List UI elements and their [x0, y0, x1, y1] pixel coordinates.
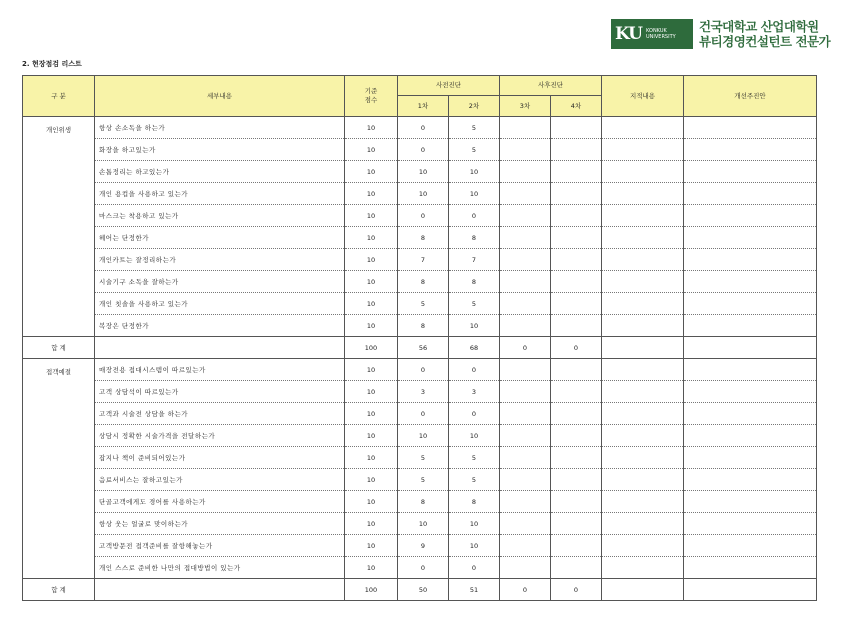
- row-round4: [551, 249, 602, 271]
- row-improvements: [684, 381, 817, 403]
- row-improvements: [684, 447, 817, 469]
- row-score: 10: [345, 381, 398, 403]
- row-round1: 10: [398, 425, 449, 447]
- row-round2: 10: [449, 183, 500, 205]
- row-findings: [602, 491, 684, 513]
- total-findings: [602, 579, 684, 601]
- row-round2: 5: [449, 447, 500, 469]
- row-round4: [551, 315, 602, 337]
- row-round1: 10: [398, 183, 449, 205]
- row-round4: [551, 381, 602, 403]
- row-round2: 10: [449, 535, 500, 557]
- logo-sub-line: UNIVERSITY: [646, 34, 676, 40]
- row-improvements: [684, 183, 817, 205]
- logo-emblem: [611, 19, 693, 49]
- row-improvements: [684, 139, 817, 161]
- col-pre-check: 사전진단: [398, 76, 500, 96]
- row-round2: 5: [449, 293, 500, 315]
- table-row: [23, 513, 817, 535]
- row-findings: [602, 161, 684, 183]
- row-item: 헤어는 단정한가: [95, 227, 345, 249]
- row-round3: [500, 249, 551, 271]
- row-round4: [551, 271, 602, 293]
- row-round2: 8: [449, 271, 500, 293]
- row-round1: 8: [398, 227, 449, 249]
- row-findings: [602, 425, 684, 447]
- logo-title-line2: 뷰티경영컨설턴트 전문가: [699, 34, 831, 49]
- table-row: [23, 271, 817, 293]
- col-detail: 세부내용: [95, 76, 345, 117]
- row-round2: 0: [449, 359, 500, 381]
- row-score: 10: [345, 315, 398, 337]
- group-customer-etiquette: [23, 359, 817, 601]
- total-improvements: [684, 337, 817, 359]
- row-findings: [602, 249, 684, 271]
- row-round3: [500, 183, 551, 205]
- table-row: [23, 381, 817, 403]
- row-round1: 0: [398, 139, 449, 161]
- total-improvements: [684, 579, 817, 601]
- row-improvements: [684, 557, 817, 579]
- row-round4: [551, 491, 602, 513]
- table-row: [23, 447, 817, 469]
- total-round2: 68: [449, 337, 500, 359]
- row-findings: [602, 381, 684, 403]
- table-row: [23, 469, 817, 491]
- row-round1: 7: [398, 249, 449, 271]
- row-findings: [602, 205, 684, 227]
- row-score: 10: [345, 249, 398, 271]
- row-findings: [602, 227, 684, 249]
- row-item: 음료서비스는 잘하고있는가: [95, 469, 345, 491]
- row-item: 화장을 하고있는가: [95, 139, 345, 161]
- total-detail: [95, 337, 345, 359]
- total-label: 합 계: [23, 337, 95, 359]
- row-item: 손톱정리는 하고있는가: [95, 161, 345, 183]
- row-round3: [500, 161, 551, 183]
- row-item: 개인카트는 잘정리하는가: [95, 249, 345, 271]
- inspection-checklist-table: [22, 75, 817, 601]
- table-row: [23, 117, 817, 139]
- row-item: 고객과 시술전 상담을 하는가: [95, 403, 345, 425]
- row-improvements: [684, 315, 817, 337]
- row-round4: [551, 557, 602, 579]
- row-round2: 5: [449, 469, 500, 491]
- row-round3: [500, 469, 551, 491]
- table-row: [23, 227, 817, 249]
- logo-sub-line: KONKUK: [646, 28, 667, 34]
- logo-subtext: [646, 28, 676, 40]
- row-score: 10: [345, 183, 398, 205]
- row-score: 10: [345, 447, 398, 469]
- logo-title-line1: 건국대학교 산업대학원: [699, 19, 819, 34]
- row-round4: [551, 513, 602, 535]
- row-findings: [602, 557, 684, 579]
- row-findings: [602, 403, 684, 425]
- row-item: 고객방문전 접객준비를 잘항해놓는가: [95, 535, 345, 557]
- row-improvements: [684, 293, 817, 315]
- row-round1: 8: [398, 491, 449, 513]
- row-round4: [551, 117, 602, 139]
- row-round1: 0: [398, 403, 449, 425]
- row-round2: 7: [449, 249, 500, 271]
- row-improvements: [684, 205, 817, 227]
- row-round3: [500, 117, 551, 139]
- logo-title: [699, 19, 830, 49]
- row-item: 고객 상담석이 따르있는가: [95, 381, 345, 403]
- row-round2: 5: [449, 139, 500, 161]
- row-score: 10: [345, 293, 398, 315]
- table-row: [23, 359, 817, 381]
- row-item: 항상 손소독을 하는가: [95, 117, 345, 139]
- university-logo: [611, 17, 847, 51]
- section-title: 2. 현장점검 리스트: [22, 60, 82, 68]
- row-round4: [551, 425, 602, 447]
- row-round1: 10: [398, 513, 449, 535]
- row-round4: [551, 205, 602, 227]
- row-round4: [551, 227, 602, 249]
- row-round3: [500, 227, 551, 249]
- row-round3: [500, 381, 551, 403]
- row-round3: [500, 139, 551, 161]
- total-round4: 0: [551, 579, 602, 601]
- total-findings: [602, 337, 684, 359]
- row-round3: [500, 293, 551, 315]
- row-round2: 8: [449, 227, 500, 249]
- row-round2: 10: [449, 315, 500, 337]
- table-row: [23, 491, 817, 513]
- row-findings: [602, 139, 684, 161]
- row-item: 시술기구 소독을 잘하는가: [95, 271, 345, 293]
- row-improvements: [684, 513, 817, 535]
- row-findings: [602, 535, 684, 557]
- row-item: 개인 용컵을 사용하고 있는가: [95, 183, 345, 205]
- table-row: [23, 557, 817, 579]
- row-score: 10: [345, 161, 398, 183]
- row-findings: [602, 183, 684, 205]
- row-round1: 5: [398, 293, 449, 315]
- row-score: 10: [345, 271, 398, 293]
- row-round2: 5: [449, 117, 500, 139]
- row-improvements: [684, 161, 817, 183]
- table-row: [23, 425, 817, 447]
- col-score-line2: 점수: [364, 96, 378, 104]
- total-label: 합 계: [23, 579, 95, 601]
- group-label: 개인위생: [23, 117, 95, 337]
- row-item: 복장은 단정한가: [95, 315, 345, 337]
- row-round1: 9: [398, 535, 449, 557]
- col-round-4: 4차: [551, 96, 602, 117]
- row-round2: 3: [449, 381, 500, 403]
- row-item: 마스크는 착용하고 있는가: [95, 205, 345, 227]
- row-round1: 8: [398, 315, 449, 337]
- row-score: 10: [345, 491, 398, 513]
- row-score: 10: [345, 139, 398, 161]
- row-improvements: [684, 469, 817, 491]
- row-round4: [551, 535, 602, 557]
- row-item: 매장전용 접대시스템이 따르있는가: [95, 359, 345, 381]
- total-round1: 56: [398, 337, 449, 359]
- row-score: 10: [345, 227, 398, 249]
- row-round3: [500, 425, 551, 447]
- total-round3: 0: [500, 337, 551, 359]
- col-score-line1: 기준: [364, 87, 378, 95]
- row-findings: [602, 447, 684, 469]
- row-findings: [602, 359, 684, 381]
- row-round3: [500, 271, 551, 293]
- row-round2: 10: [449, 425, 500, 447]
- row-findings: [602, 469, 684, 491]
- row-item: 개인 스스로 준비한 나만의 접대방법이 있는가: [95, 557, 345, 579]
- row-findings: [602, 271, 684, 293]
- row-improvements: [684, 249, 817, 271]
- row-round1: 0: [398, 359, 449, 381]
- total-round4: 0: [551, 337, 602, 359]
- row-round4: [551, 469, 602, 491]
- row-round2: 0: [449, 403, 500, 425]
- row-round3: [500, 447, 551, 469]
- row-round3: [500, 513, 551, 535]
- row-item: 항상 웃는 얼굴로 맞이하는가: [95, 513, 345, 535]
- row-round1: 0: [398, 117, 449, 139]
- row-round3: [500, 315, 551, 337]
- col-post-check: 사후진단: [500, 76, 602, 96]
- row-improvements: [684, 491, 817, 513]
- row-round1: 3: [398, 381, 449, 403]
- col-findings: 지적내용: [602, 76, 684, 117]
- col-round-3: 3차: [500, 96, 551, 117]
- row-score: 10: [345, 359, 398, 381]
- row-score: 10: [345, 425, 398, 447]
- table-row: [23, 535, 817, 557]
- row-findings: [602, 513, 684, 535]
- table-row: [23, 205, 817, 227]
- total-round1: 50: [398, 579, 449, 601]
- row-round2: 8: [449, 491, 500, 513]
- table-row: [23, 161, 817, 183]
- col-improvements: 개선주진안: [684, 76, 817, 117]
- row-improvements: [684, 117, 817, 139]
- row-improvements: [684, 425, 817, 447]
- row-round1: 5: [398, 469, 449, 491]
- row-round4: [551, 447, 602, 469]
- row-improvements: [684, 359, 817, 381]
- row-item: 잡지나 책이 준비되어있는가: [95, 447, 345, 469]
- row-round1: 0: [398, 557, 449, 579]
- row-round1: 8: [398, 271, 449, 293]
- row-findings: [602, 315, 684, 337]
- row-score: 10: [345, 117, 398, 139]
- group-label: 접객예절: [23, 359, 95, 579]
- row-round2: 0: [449, 557, 500, 579]
- row-improvements: [684, 403, 817, 425]
- total-round3: 0: [500, 579, 551, 601]
- row-round2: 10: [449, 513, 500, 535]
- col-round-2: 2차: [449, 96, 500, 117]
- logo-mark: KU: [615, 24, 642, 44]
- row-item: 단골고객에게도 경어를 사용하는가: [95, 491, 345, 513]
- row-score: 10: [345, 469, 398, 491]
- row-score: 10: [345, 535, 398, 557]
- row-round1: 10: [398, 161, 449, 183]
- row-item: 상담시 정확한 시술가격을 전달하는가: [95, 425, 345, 447]
- row-round4: [551, 161, 602, 183]
- table-row: [23, 293, 817, 315]
- total-round2: 51: [449, 579, 500, 601]
- table-row: [23, 403, 817, 425]
- row-round1: 0: [398, 205, 449, 227]
- row-round3: [500, 359, 551, 381]
- row-round3: [500, 491, 551, 513]
- group-personal-hygiene: [23, 117, 817, 359]
- row-round2: 10: [449, 161, 500, 183]
- table-row: [23, 315, 817, 337]
- row-improvements: [684, 227, 817, 249]
- row-improvements: [684, 271, 817, 293]
- row-round3: [500, 205, 551, 227]
- row-round3: [500, 535, 551, 557]
- row-round3: [500, 403, 551, 425]
- table-row: [23, 249, 817, 271]
- row-round4: [551, 183, 602, 205]
- row-round4: [551, 403, 602, 425]
- row-round4: [551, 293, 602, 315]
- table-row: [23, 183, 817, 205]
- row-item: 개인 칫솔을 사용하고 있는가: [95, 293, 345, 315]
- row-findings: [602, 293, 684, 315]
- total-score: 100: [345, 579, 398, 601]
- col-category: 구 분: [23, 76, 95, 117]
- row-round3: [500, 557, 551, 579]
- row-round1: 5: [398, 447, 449, 469]
- table-row: [23, 139, 817, 161]
- col-round-1: 1차: [398, 96, 449, 117]
- col-score: [345, 76, 398, 117]
- total-score: 100: [345, 337, 398, 359]
- total-row: [23, 337, 817, 359]
- row-round2: 0: [449, 205, 500, 227]
- row-score: 10: [345, 205, 398, 227]
- total-detail: [95, 579, 345, 601]
- row-round4: [551, 139, 602, 161]
- row-findings: [602, 117, 684, 139]
- row-improvements: [684, 535, 817, 557]
- row-round4: [551, 359, 602, 381]
- row-score: 10: [345, 513, 398, 535]
- total-row: [23, 579, 817, 601]
- row-score: 10: [345, 557, 398, 579]
- row-score: 10: [345, 403, 398, 425]
